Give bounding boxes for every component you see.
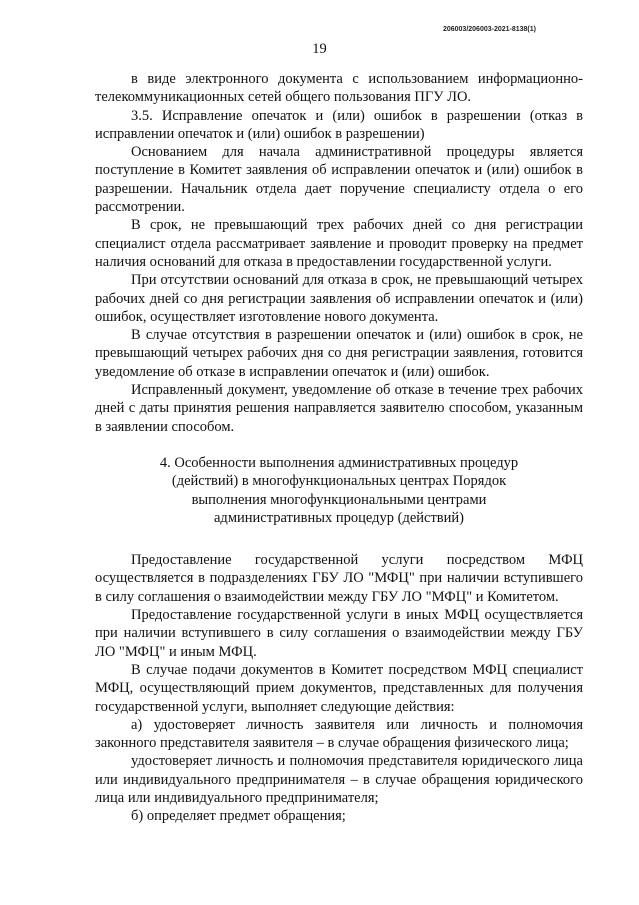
page-number: 19: [312, 41, 327, 57]
paragraph: В срок, не превышающий трех рабочих дней со дня регистрации специалист отдела рассматривает заявление и проводит проверку на предмет наличия оснований для отказа в предоставлении государственной услуги.: [95, 217, 583, 270]
document-body: [95, 70, 583, 826]
paragraph: Основанием для начала административной процедуры является поступление в Комитет заявления об исправлении опечаток и (или) ошибок в разрешении. Начальник отдела дает поручение специалисту отдела о его рассмотрении.: [95, 144, 583, 216]
paragraph-continuation: в виде электронного документа с использованием информационно-телекоммуникационных сетей общего пользования ПГУ ЛО.: [95, 71, 583, 106]
paragraph: Исправленный документ, уведомление об отказе в течение трех рабочих дней с даты принятия решения направляется заявителю способом, указанным в заявлении способом.: [95, 382, 583, 435]
paragraph: удостоверяет личность и полномочия представителя юридического лица или индивидуального предпринимателя – в случае обращения юридического лица или индивидуального предпринимателя;: [95, 753, 583, 806]
list-item-a: а) удостоверяет личность заявителя или личность и полномочия законного представителя заявителя – в случае обращения физического лица;: [95, 716, 583, 752]
paragraph: При отсутствии оснований для отказа в срок, не превышающий четырех рабочих дней со дня регистрации заявления об исправлении опечаток и (или) ошибок, осуществляет изготовление нового документа.: [95, 272, 583, 325]
paragraph: В случае отсутствия в разрешении опечаток и (или) ошибок в срок, не превышающий четырех рабочих дня со дня регистрации заявления, готовится уведомление об отказе в исправлении опечаток и (или) ошибок.: [95, 327, 583, 380]
paragraph: В случае подачи документов в Комитет посредством МФЦ специалист МФЦ, осуществляющий прием документов, представленных для получения государственной услуги, выполняет следующие действия:: [95, 661, 583, 715]
list-item-b: б) определяет предмет обращения;: [131, 808, 346, 825]
subsection-title-3-5: 3.5. Исправление опечаток и (или) ошибок в разрешении (отказ в исправлении опечаток и (или) ошибок в разрешении): [95, 107, 583, 142]
paragraph: Предоставление государственной услуги посредством МФЦ осуществляется в подразделениях ГБУ ЛО "МФЦ" при наличии вступившего в силу соглашения о взаимодействии между ГБУ ЛО "МФЦ" и Комитетом.: [95, 552, 583, 605]
paragraph: Предоставление государственной услуги в иных МФЦ осуществляется при наличии вступившего в силу соглашения о взаимодействии между ГБУ ЛО "МФЦ" и иным МФЦ.: [95, 607, 583, 660]
section-heading-4: 4. Особенности выполнения административных процедур (действий) в многофункциональных центрах Порядок выполнения многофункциональными центрами административных процедур (действий): [159, 454, 519, 526]
document-registration-code: 206003/206003-2021-8138(1): [442, 26, 536, 33]
